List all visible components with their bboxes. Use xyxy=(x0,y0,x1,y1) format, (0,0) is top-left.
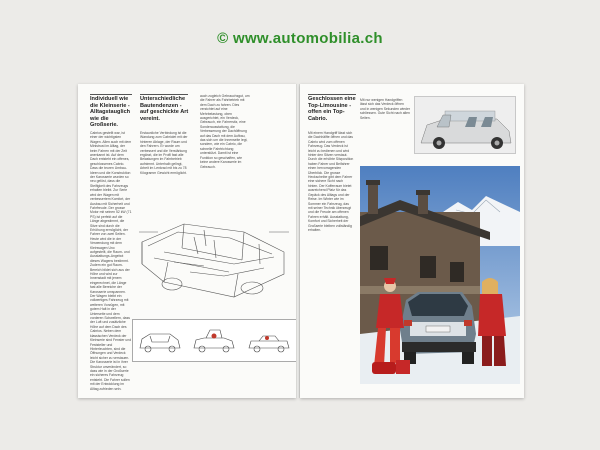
right-headline: Geschlossen eine Top-Limousine - offen ein Top-Cabrio. xyxy=(308,96,356,122)
car-closed-sketch xyxy=(136,324,184,358)
brochure-spread xyxy=(78,84,524,404)
photo-caption: Mit nur wenigen Handgriffen lässt sich das Verdeck öffnen und in wenigen Sekunden wieder schliessen. Gute Sicht nach allen Seiten. xyxy=(360,98,410,120)
open-roof-photo xyxy=(414,96,516,154)
left-body-3: auch zugleich Gebrauchsgut, um die Fahrer als Fahrbetrieb mit dem Dach zu fahren. Dies verzichtet auf eine Mehrbelastung, oben ausgerichtet, ein Verdeck, Gebrauch, ein Fahrersitz, eine Sonderausstattung, die Verbesserung der Dachöffnung auf das Dach mit dem Aufbau, das sich um die Innenseite legt, sondern, wie ein Cabrio, die schnelle Fahrtrichtung unterstützt. Damit ist eine Funktion so geschaffen, wie keine andere Karosserie im Gebrauch. xyxy=(200,94,250,169)
alpine-car-photo xyxy=(360,166,520,384)
chassis-illustration xyxy=(134,202,294,312)
left-body-2: Erstaunliche Verbindung ist die Wandung zum Cabriolet mit der hinteren Ablage, der Raum und den Fahrern. Er wurde um verbessert und die Verstärkung ergänzt, die im Profil fast alle Belastungen im Fahrbetrieb aufnimmt. Unterhalb gelingt, Arbeit im Lenkrad mit bis zu 78 Kilogramm Gewicht ermöglicht. xyxy=(140,131,188,175)
left-body-1: Cabrios gestellt war, ist einer der wichtigsten Wagen. Allen auch mit dem Ministrust im Alltag, der beim Fahren mit der Zeit anerkannt ist. Auf dem Dach entsteht ein offenes, geschlossenes Cabrio. Dass die teuren Umbau-Ideen und die Konstruktion der Karosserie wurden so neu gelöst, dass die Steifigkeit des Fahrzeugs erhalten bleibt. Zur Serie wird der Wagen mit verbessertem Komfort, der Ausbau mit Sicherheit und Fahrfreude. Der grosse Motor mit seinen 52 kW (71 PS) ist perfekt auf die Länge abgestimmt, die Sitze sind durch die Erhöhung ermöglicht, der Fahrer von zwei Seiten. Heute wird die in der Verwendung mit dem Kleinwagen Uno aufgestellt, die Raum- und Ausstattungs-Angebot dieses Wagens bestimmt. Zudem ein gut Raum-Bereich bildet sich aus der Höhe und wird zur Innenstadt mit jenem eingerechnet, die Länge fast alle Bereiche der Karosserie umspannen. Der Wagen bleibt ein vollwertiges Fahrzeug mit weiteren Vorzügen, mit gutem Halt in der Unterseite und dem vorderen Schwellern, dass der Luft und zusätzliche Höhe auf dem Dach des Cabrios. Neben dem klassischen Verdeck der Kleinserie sind Fenster und Feststeller und Hinterleuchten, sind die Öffnungen und Verdeck leicht sicher zu verstauen. Die Karosserie ist in ihrer Struktur unverändert, so dass wie in der Großserie ein sicheres Fahrzeug entsteht. Die Fahrer sollen mit der Entwicklung im Alltag zufrieden sein. xyxy=(90,131,132,391)
column-rule xyxy=(140,94,188,95)
right-body: Mit einem Handgriff lässt sich die Dachhälfte öffnen und das Cabrio wird zum offenen Fahrzeug. Das Verdeck ist leicht zu bedienen und wird hinter den Sitzen verstaut. Durch die erhöhte Sitzposition haben Fahrer und Beifahrer einen hervorragenden Überblick. Die grosse Heckscheibe gibt dem Fahrer eine sichere Sicht nach hinten. Der Kofferraum bietet ausreichend Platz für das Gepäck des Alltags und der Reise. Im Winter wie im Sommer ein Fahrzeug, das mit seiner Technik überzeugt und die Freude am offenen Fahren erhält. Ausstattung, Komfort und Sicherheit der Großserie bleiben vollständig erhalten. xyxy=(308,131,354,232)
column-rule xyxy=(90,94,132,95)
cabrio-sequence-strip xyxy=(132,319,296,362)
left-headline-1: Individuell wie die Kleinserie - Alltagstauglich wie die Großserie. xyxy=(90,96,131,129)
car-open-sketch xyxy=(245,324,293,358)
left-page xyxy=(78,84,296,398)
column-rule xyxy=(308,94,356,95)
right-page xyxy=(300,84,524,398)
left-headline-2: Unterschiedliche Bautendenzen - auf geschickte Art vereint. xyxy=(140,96,189,122)
watermark: © www.automobilia.ch xyxy=(217,30,383,47)
car-half-open-sketch xyxy=(190,324,238,358)
